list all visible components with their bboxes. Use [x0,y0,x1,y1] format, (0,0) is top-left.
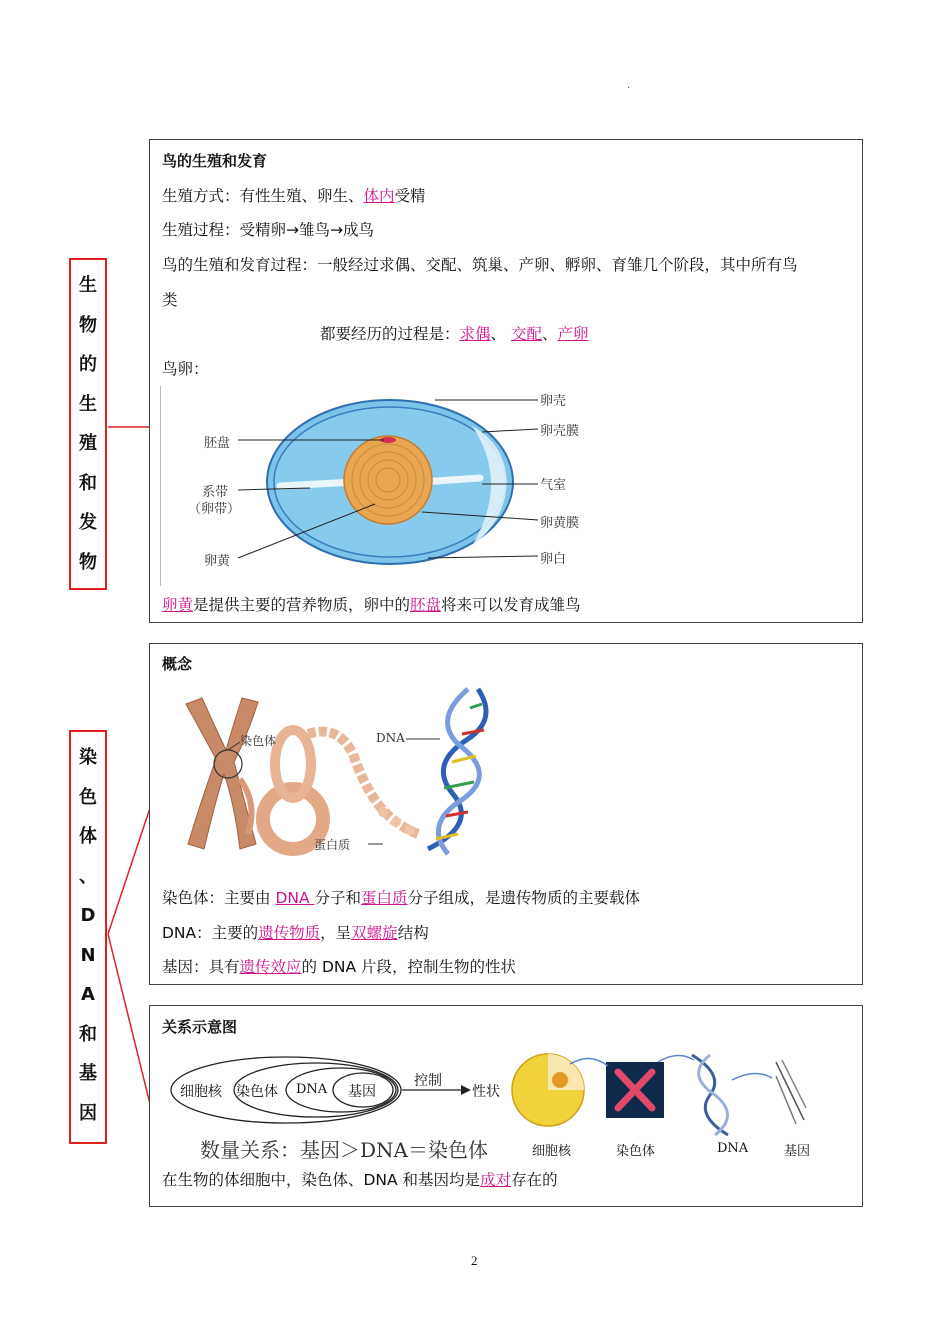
dna-base-pair [462,730,484,734]
text: 将来可以发育成雏鸟 [441,596,581,614]
label-air-cell: 气室 [540,478,567,493]
egg-diagram [160,386,610,586]
text: DNA：主要的 [162,924,259,942]
label-protein: 蛋白质 [314,838,351,852]
text: 生殖方式：有性生殖、卵生、 [162,187,364,205]
side-char: 、 [79,865,97,887]
nucleosome [405,825,415,835]
text: ，呈 [320,924,352,942]
panel-concept [149,643,863,985]
side-char: 和 [79,1023,97,1045]
text: 在生物的体细胞中，染色体、DNA 和基因均是 [162,1171,481,1189]
highlight: 成对 [480,1171,512,1189]
section-title: 鸟的生殖和发育 [162,152,268,170]
ellipse-label-chromosome: 染色体 [236,1084,278,1100]
chromosome-definition [162,887,640,909]
page-number: 2 [471,1253,478,1268]
nucleosome [391,817,401,827]
header-dot: . [627,80,631,91]
paired-existence-line [162,1169,558,1191]
relation-pictures [510,1050,810,1140]
label-chromosome: 染色体 [240,734,277,748]
highlight: 遗传效应 [239,958,302,976]
label-chalaza: 系带 [202,485,229,500]
side-label-reproduction [69,258,107,590]
side-char: 发 [79,512,97,533]
label-germinal-disc: 胚盘 [204,436,231,451]
development-line-cont: 类 [162,291,178,309]
text: 、 [541,325,558,343]
ellipse-label-gene: 基因 [348,1084,376,1100]
text: 、 [490,325,511,343]
text: 的 DNA 片段，控制生物的性状 [301,958,517,976]
reproduction-mode-line [162,185,426,207]
ellipse-label-dna: DNA [296,1082,328,1097]
trait-label: 性状 [472,1084,500,1100]
side-char: 和 [79,472,97,494]
highlight: 遗传物质 [258,924,321,942]
pic-label-nucleus: 细胞核 [532,1144,572,1159]
section-title: 概念 [162,655,193,673]
bracket-line-2a [108,808,150,934]
side-char: D [80,905,96,926]
arrow-curve [658,1055,694,1062]
label-dna: DNA [376,731,405,745]
side-char: 的 [79,354,97,375]
dna-picture [692,1055,728,1135]
gene-definition [162,956,516,978]
highlight: 双螺旋 [351,924,398,942]
label-albumen: 卵白 [540,552,567,567]
side-char: 基 [79,1063,97,1084]
side-char: N [80,944,96,966]
label-chalaza-alt: （卵带） [188,502,241,517]
bracket-line-2b [108,934,150,1104]
side-char: 物 [79,314,97,336]
arrow-curve [570,1058,608,1066]
side-char: 染 [79,747,97,768]
nucleosome [378,807,388,817]
panel-bird-reproduction [149,139,863,623]
pic-label-dna: DNA [717,1141,749,1156]
section-title: 关系示意图 [162,1018,238,1036]
text: 结构 [397,924,429,942]
control-arrowhead [461,1085,471,1095]
label-yolk: 卵黄 [204,554,231,569]
highlight: 蛋白质 [361,889,408,907]
highlight: 交配 [510,325,542,343]
text: 染色体：主要由 [162,889,276,907]
common-stages-line [320,323,589,345]
side-char: 生 [79,393,97,415]
egg-label: 鸟卵： [162,360,209,378]
highlight: 求偶 [459,325,491,343]
highlight: 卵黄 [162,596,194,614]
egg-summary-line [162,594,581,616]
label-yolk-membrane: 卵黄膜 [540,516,580,531]
reproduction-process-line: 生殖过程：受精卵→雏鸟→成鸟 [162,221,374,239]
label-shell: 卵壳 [540,394,567,409]
text: 基因：具有 [162,958,240,976]
side-char: 因 [79,1102,97,1124]
quantity-relation: 数量关系：基因＞DNA＝染色体 [200,1138,488,1162]
arrow-curve [732,1073,772,1080]
highlight: DNA [275,889,315,907]
pic-label-chromosome: 染色体 [616,1144,656,1159]
side-label-chromosome [69,730,107,1144]
dna-definition [162,922,429,944]
side-char: 体 [79,826,97,847]
highlight: 产卵 [557,325,589,343]
ellipse-label-nucleus: 细胞核 [180,1084,222,1100]
nucleus-core [552,1072,568,1088]
text: 分子和 [314,889,362,907]
dna-base-pair [470,704,482,708]
label-shell-membrane: 卵壳膜 [540,424,580,439]
panel-relation [149,1005,863,1207]
pic-label-gene: 基因 [784,1144,811,1159]
highlight: 体内 [363,187,395,205]
side-char: 物 [79,551,97,573]
side-char: 生 [79,275,97,296]
text: 受精 [394,187,426,205]
chromosome-dna-figure [178,684,508,864]
control-label: 控制 [414,1073,442,1089]
side-char: A [81,984,95,1005]
text: 都要经历的过程是： [320,325,460,343]
highlight: 胚盘 [410,596,442,614]
text: 分子组成，是遗传物质的主要载体 [407,889,641,907]
text: 存在的 [511,1171,558,1189]
development-line: 鸟的生殖和发育过程：一般经过求偶、交配、筑巢、产卵、孵卵、育雏几个阶段，其中所有鸟 [162,256,798,274]
side-char: 色 [79,786,97,808]
leader-line [482,429,538,432]
text: 是提供主要的营养物质，卵中的 [193,596,411,614]
side-char: 殖 [79,433,97,454]
